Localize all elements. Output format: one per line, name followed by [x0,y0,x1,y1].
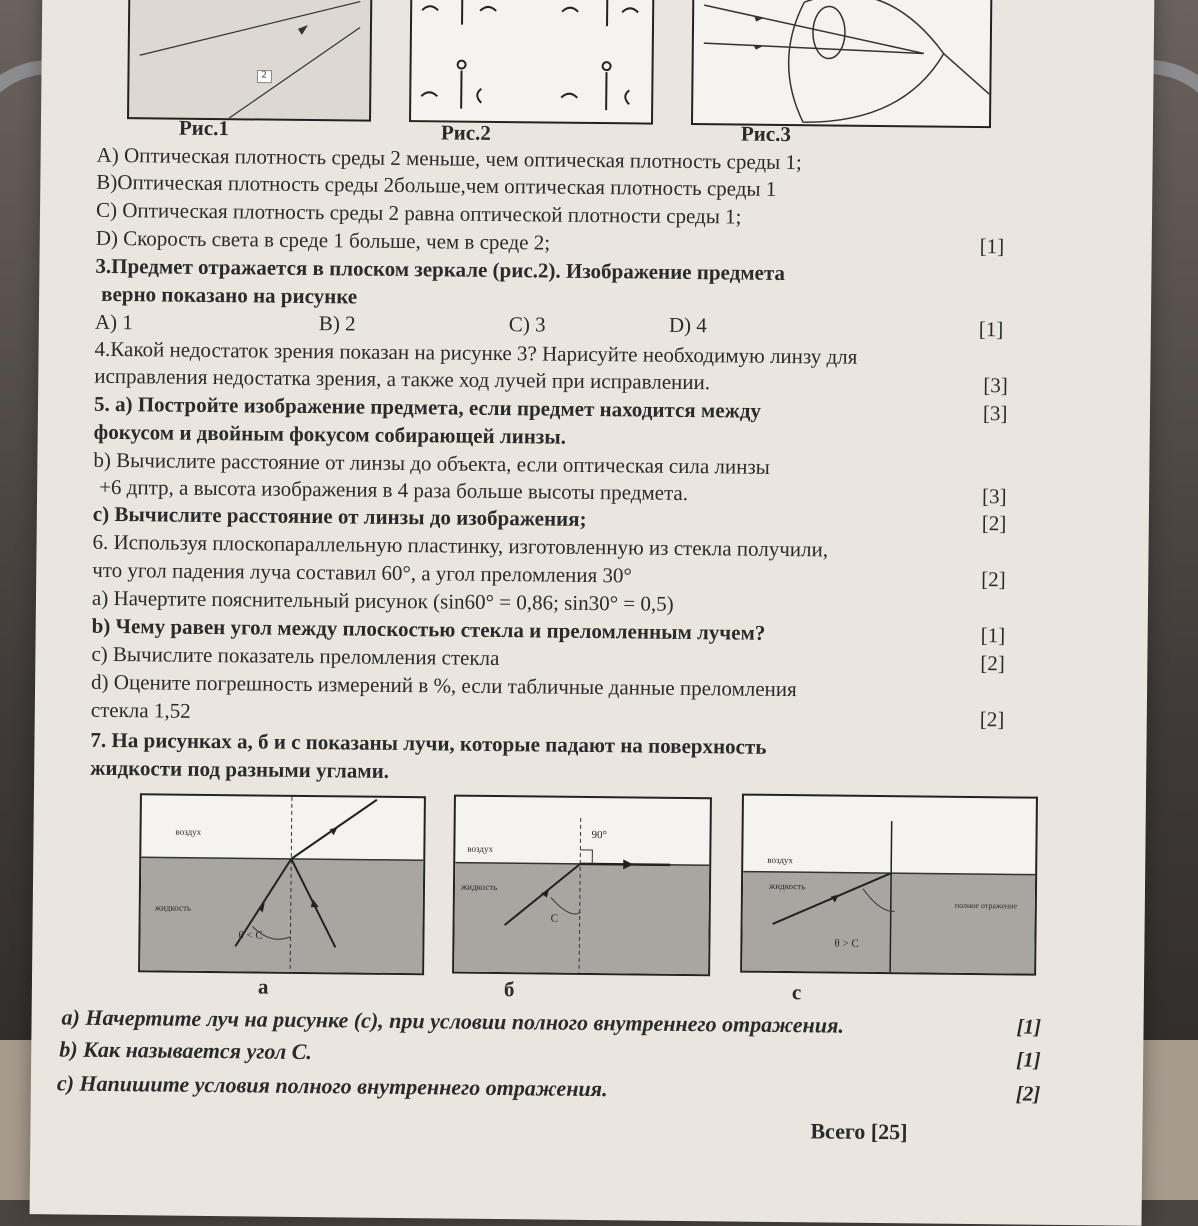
q6c-text: c) Вычислите показатель преломления стекла [91,644,499,669]
q6c-score: [2] [980,651,1005,676]
figure-c-air-label: воздух [767,856,793,865]
figure-1 [127,0,372,122]
mirror-options-diagram [411,0,652,123]
figure-a-caption: а [258,977,269,998]
q5a-text-line2: фокусом и двойным фокусом собирающей линзы. [94,422,566,448]
q3-option-d: D) 4 [669,315,707,336]
q4-text-line1: 4.Какой недостаток зрения показан на рисунке 3? Нарисуйте необходимую линзу для [94,339,857,368]
q2-option-a: A) Оптическая плотность среды 2 меньше, чем оптическая плотность среды 1; [97,145,802,173]
q6-text-line2: что угол падения луча составил 60°, а угол преломления 30° [92,560,632,587]
q7b-text: b) Как называется угол С. [59,1038,312,1063]
total-score: Всего [25] [810,1120,907,1143]
figure-a-angle-label: θ < C [238,930,262,941]
figure-b [452,795,712,977]
q5c-score: [2] [982,511,1007,536]
figure-a-liquid-label: жидкость [155,903,191,912]
q5b-text-line2: +6 дптр, а высота изображения в 4 раза больше высоты предмета. [99,477,688,504]
q5a-score: [3] [983,401,1008,426]
figure-a [138,793,426,975]
figure-b-angle90-label: 90° [591,830,607,841]
figure-a-diagram [140,795,424,973]
q7a-score: [1] [1016,1014,1041,1039]
figure-b-angle-label: C [551,914,558,925]
figure-c-liquid-label: жидкость [769,882,805,891]
refraction-diagram [129,0,370,120]
q3-text-line2: верно показано на рисунке [101,284,357,308]
figure-c-angle-label: θ > C [834,939,858,950]
figure-2-caption: Рис.2 [441,122,491,144]
q5c-text: c) Вычислите расстояние от линзы до изображения; [93,504,587,530]
q6-score: [2] [981,567,1006,592]
eye-diagram [693,0,990,126]
q5b-text-line1: b) Вычислите расстояние от линзы до объекта, если оптическая сила линзы [93,450,770,478]
figure-b-liquid-label: жидкость [461,883,497,892]
q2-option-c: C) Оптическая плотность среды 2 равна оптической плотности среды 1; [96,200,742,228]
figure-1-caption: Рис.1 [179,118,229,140]
q7b-score: [1] [1016,1047,1041,1072]
exam-paper [30,0,1155,1226]
q4-score: [3] [983,373,1008,398]
q7c-score: [2] [1016,1081,1041,1106]
q7-text-line1: 7. На рисунках а, б и с показаны лучи, которые падают на поверхность [90,730,766,758]
q2-score: [1] [980,234,1005,259]
figure-c [740,794,1038,976]
medium-label: 2 [261,71,266,81]
figure-c-caption: с [792,982,802,1003]
q3-option-c: C) 3 [509,314,546,335]
q2-option-d: D) Скорость света в среде 1 больше, чем в среде 2; [96,228,551,254]
q3-text-line1: 3.Предмет отражается в плоском зеркале (рис.2). Изображение предмета [95,256,785,284]
figure-2 [409,0,654,125]
q3-score: [1] [979,317,1004,342]
q6d-text-line2: стекла 1,52 [91,700,191,722]
q6a-text: a) Начертите пояснительный рисунок (sin60° = 0,86; sin30° = 0,5) [92,588,674,615]
q3-option-b: B) 2 [319,313,356,334]
figure-3-caption: Рис.3 [741,124,791,146]
q5b-score: [3] [982,484,1007,509]
figure-c-tir-label: полное отражение [955,902,1017,911]
q6b-text: b) Чему равен угол между плоскостью стекла и преломленным лучем? [92,616,766,644]
q7c-text: c) Напишите условия полного внутреннего отражения. [57,1072,608,1100]
q4-text-line2: исправления недостатка зрения, а также ход лучей при исправлении. [94,366,710,393]
q2-option-b: B)Оптическая плотность среды 2больше,чем оптическая плотность среды 1 [96,172,776,200]
figure-b-air-label: воздух [467,845,493,854]
q7-text-line2: жидкости под разными углами. [90,758,389,782]
figure-b-caption: б [504,979,515,1000]
q6-text-line1: 6. Используя плоскопараллельную пластинку, изготовленную из стекла получили, [92,532,828,561]
q3-option-a: A) 1 [95,312,133,333]
q6b-score: [1] [981,623,1006,648]
figure-3 [691,0,992,128]
q7a-text: a) Начертите луч на рисунке (c), при условии полного внутреннего отражения. [61,1006,844,1036]
q6d-text-line1: d) Оцените погрешность измерений в %, если табличные данные преломления [91,672,797,700]
q6d-score: [2] [980,707,1005,732]
q5a-text-line1: 5. а) Постройте изображение предмета, если предмет находится между [94,394,761,422]
figure-a-air-label: воздух [175,828,201,837]
